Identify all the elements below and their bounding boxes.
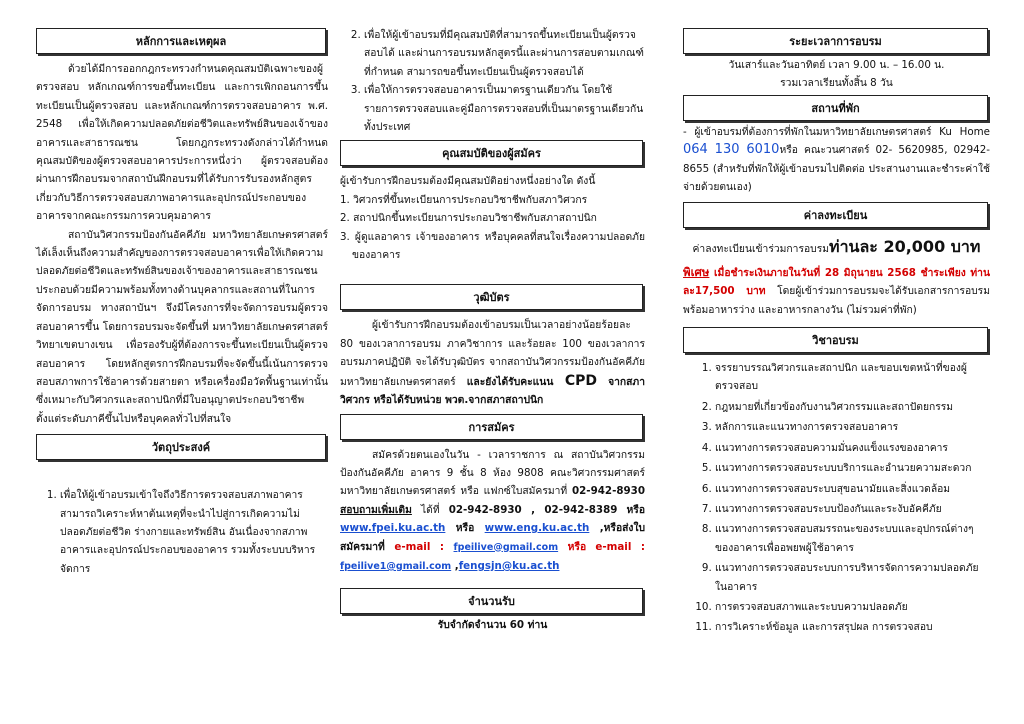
application-or-4: หรือ <box>558 540 587 553</box>
column-left <box>36 28 328 579</box>
email-link-3[interactable]: fengsjn@ku.ac.th <box>458 559 560 572</box>
application-header: การสมัคร <box>340 414 643 440</box>
qualification-3: 3. ผู้ดูแลอาคาร เจ้าของอาคาร หรือบุคคลที่สนใจเรื่องความปลอดภัยของอาคาร <box>340 230 645 262</box>
fee-special-paragraph <box>683 263 990 319</box>
website-link-fpei[interactable]: www.fpei.ku.ac.th <box>340 522 446 535</box>
qualifications-header: คุณสมบัติของผู้สมัคร <box>340 140 643 166</box>
certificate-cpd: CPD <box>564 372 597 389</box>
qualification-2: 2. สถาปนิกขึ้นทะเบียนการประกอบวิชาชีพกับสภาสถาปนิก <box>340 212 597 225</box>
objective-item-1: 1. เพื่อให้ผู้เข้าอบรมเข้าใจถึงวิธีการตรวจสอบสภาพอาคาร สามารถวิเคราะห์หาต้นเหตุที่จะนำไปสู่การเกิดความไม่ปลอดภัยต่อชีวิต ร่างกายและทรัพย์สิน อันเนื่องจากสภาพอาคารและอุปกรณ์ประกอบของอาคาร รวมทั้งระบบบริหารจัดการ <box>60 486 328 578</box>
email-separator: , <box>451 559 459 572</box>
certificate-text <box>340 316 645 409</box>
application-or-1: หรือ <box>626 503 646 516</box>
subject-item: 5. แนวทางการตรวจสอบระบบบริการและอำนวยความสะดวก <box>715 459 990 477</box>
objectives-list-part1 <box>36 486 328 578</box>
objective-item-2: 2. เพื่อให้ผู้เข้าอบรมที่มีคุณสมบัติที่สามารถขึ้นทะเบียนเป็นผู้ตรวจสอบได้ และผ่านการอบรมหลักสูตรนี้และผ่านการสอบตามเกณฑ์ที่กำหนด สามารถขอขึ้นทะเบียนเป็นผู้ตรวจสอบได้ <box>364 26 645 81</box>
principles-paragraph-2: สถาบันวิศวกรรมป้องกันอัคคีภัย มหาวิทยาลัยเกษตรศาสตร์ ได้เล็งเห็นถึงความสำคัญของการตรวจสอบอาคารเพื่อให้เกิดความปลอดภัยต่อชีวิตและทรัพย์สินของเจ้าของอาคารและสาธารณชน ประกอบด้วยมีความพร้อมทั้งทางด้านบุคลากรและสถานที่ในการจัดการอบรม ทางสถาบันฯ จึงมีโครงการที่จะจัดการอบรมผู้ตรวจสอบอาคารขึ้น โดยการอบรมจะจัดขึ้นที่ มหาวิทยาลัยเกษตรศาสตร์ วิทยาเขตบางเขน เพื่อรองรับผู้ที่ต้องการจะขึ้นทะเบียนเป็นผู้ตรวจสอบอาคาร โดยหลักสูตรการฝึกอบรมที่จะจัดขึ้นนี้เน้นการตรวจสอบสภาพการใช้อาคารด้วยสายตา หรือเครื่องมือวัดพื้นฐานเท่านั้น ซึ่งเหมาะกับวิศวกรและสถาปนิกที่มีใบอนุญาตประกอบวิชาชีพตั้งแต่ระดับภาคีขึ้นไปหรือบุคคลทั่วไปที่สนใจ <box>36 228 328 425</box>
fee-amount: ท่านละ 20,000 บาท <box>829 237 981 257</box>
application-body: สมัครด้วยตนเองในวัน - เวลาราชการ ณ สถาบันวิศวกรรมป้องกันอัคคีภัย อาคาร 9 ชั้น 8 ห้อง 9808 คณะวิศวกรรมศาสตร์ มหาวิทยาลัยเกษตรศาสตร์ หรือ แฟกซ์ใบสมัครมาที่ <box>340 448 645 498</box>
objectives-header: วัตถุประสงค์ <box>36 434 326 460</box>
application-or-2: หรือ <box>445 522 485 535</box>
lodging-text <box>683 123 990 197</box>
subject-item: 10. การตรวจสอบสภาพและระบบความปลอดภัย <box>715 598 990 616</box>
column-right <box>683 28 990 639</box>
fee-special-text: เมื่อชำระเงินภายในวันที่ 28 มิถุนายน 2568 ชำระเพียง ท่านละ17,500 บาท <box>683 266 990 298</box>
email-link-2[interactable]: fpeilive1@gmail.com <box>340 560 452 572</box>
certificate-header: วุฒิบัตร <box>340 284 643 310</box>
certificate-cpd-prefix: และยังได้รับคะแนน <box>466 375 565 388</box>
application-phone-pre: ได้ที่ <box>411 503 449 516</box>
qualification-1: 1. วิศวกรที่ขึ้นทะเบียนการประกอบวิชาชีพกับสภาวิศวกร <box>340 193 588 206</box>
lodging-pre: - ผู้เข้าอบรมที่ต้องการที่พักในมหาวิทยาลัยเกษตรศาสตร์ Ku Home <box>683 125 990 138</box>
email-label-1: e-mail : <box>394 540 454 553</box>
fee-pre: ค่าลงทะเบียนเข้าร่วมการอบรม <box>692 243 830 256</box>
application-or-3: ,หรือส่งใบสมัครมาที่ <box>340 522 646 553</box>
quota-header: จำนวนรับ <box>340 588 643 614</box>
lodging-header: สถานที่พัก <box>683 95 988 121</box>
objectives-list-part2 <box>340 26 645 136</box>
fee-includes: โดยผู้เข้าร่วมการอบรมจะได้รับเอกสารการอบรม พร้อมอาหารว่าง และอาหารกลางวัน (ไม่รวมค่าที่พัก) <box>683 285 990 316</box>
application-fax: 02-942-8930 <box>571 485 645 498</box>
subject-item: 11. การวิเคราะห์ข้อมูล และการสรุปผล การตรวจสอบ <box>715 618 990 636</box>
objective-item-3: 3. เพื่อให้การตรวจสอบอาคารเป็นมาตรฐานเดียวกัน โดยใช้รายการตรวจสอบและคู่มือการตรวจสอบที่เป็นมาตรฐานเดียวกันทั้งประเทศ <box>364 81 645 136</box>
subjects-header: วิชาอบรม <box>683 327 988 353</box>
lodging-post: หรือ คณะวนศาสตร์ 02- 5620985, 02942-8655 (สำหรับที่พักให้ผู้เข้าอบรมไปติดต่อ ประสานงานและชำระค่าใช้จ่ายด้วยตนเอง) <box>683 144 990 194</box>
fee-line <box>683 238 990 258</box>
period-line-2: รวมเวลาเรียนทั้งสิ้น 8 วัน <box>780 77 893 90</box>
email-link-1[interactable]: fpeilive@gmail.com <box>453 541 559 553</box>
subject-item: 9. แนวทางการตรวจสอบระบบการบริหารจัดการความปลอดภัยในอาคาร <box>715 559 990 596</box>
principles-paragraph-1: ด้วยได้มีการออกกฎกระทรวงกำหนดคุณสมบัติเฉพาะของผู้ตรวจสอบ หลักเกณฑ์การขอขึ้นทะเบียน และการเพิกถอนการขึ้นทะเบียนเป็นผู้ตรวจสอบ และหลักเกณฑ์การตรวจสอบอาคาร พ.ศ. 2548 เพื่อให้เกิดความปลอดภัยต่อชีวิตและทรัพย์สินของเจ้าของอาคารและสาธารณชน โดยกฎกระทรวงดังกล่าวได้กำหนดคุณสมบัติของผู้ตรวจสอบอาคารประการหนึ่งว่า ผู้ตรวจสอบต้องผ่านการฝึกอบรมจากสถาบันฝึกอบรมที่ได้รับการรับรองหลักสูตรเกี่ยวกับวิธีการตรวจสอบสภาพอาคารและอุปกรณ์ประกอบของอาคารจากคณะกรรมการควบคุมอาคาร <box>36 63 328 223</box>
website-link-eng[interactable]: www.eng.ku.ac.th <box>484 522 590 535</box>
period-header: ระยะเวลาการอบรม <box>683 28 988 54</box>
lodging-phone: 064 130 6010 <box>683 142 780 158</box>
subject-item: 7. แนวทางการตรวจสอบระบบป้องกันและระงับอัคคีภัย <box>715 500 990 518</box>
subject-item: 1. จรรยาบรรณวิศวกรและสถาปนิก และขอบเขตหน้าที่ของผู้ตรวจสอบ <box>715 359 990 396</box>
email-label-2: e-mail : <box>595 540 645 553</box>
application-text <box>340 446 645 577</box>
subject-item: 3. หลักการและแนวทางการตรวจสอบอาคาร <box>715 418 990 436</box>
subject-item: 6. แนวทางการตรวจสอบระบบสุขอนามัยและสิ่งแวดล้อม <box>715 480 990 498</box>
fee-special-label: พิเศษ <box>683 264 710 279</box>
quota-text: รับจำกัดจำนวน 60 ท่าน <box>437 619 548 632</box>
certificate-body: ผู้เข้ารับการฝึกอบรมต้องเข้าอบรมเป็นเวลาอย่างน้อยร้อยละ 80 ของเวลาการอบรม ภาควิชาการ และร้อยละ 100 ของเวลาการอบรมภาคปฏิบัติ จะได้รับวุฒิบัตร จากสถาบันวิศวกรรมป้องกันอัคคีภัย มหาวิทยาลัยเกษตรศาสตร์ <box>340 319 645 388</box>
application-more-link[interactable]: สอบถามเพิ่มเติม <box>340 503 412 516</box>
subject-item: 4. แนวทางการตรวจสอบความมั่นคงแข็งแรงของอาคาร <box>715 439 990 457</box>
column-middle <box>340 26 645 635</box>
application-phones: 02-942-8930 , 02-942-8389 <box>448 503 618 516</box>
subjects-list <box>683 359 990 637</box>
qualifications-intro: ผู้เข้ารับการฝึกอบรมต้องมีคุณสมบัติอย่างหนึ่งอย่างใด ดังนี้ <box>340 175 596 188</box>
period-line-1: วันเสาร์และวันอาทิตย์ เวลา 9.00 น. – 16.00 น. <box>728 59 945 71</box>
certificate-bold: จากสภาวิศวกร หรือได้รับหน่วย พวต.จากสภาสถาปนิก <box>340 375 645 407</box>
fee-header: ค่าลงทะเบียน <box>683 202 988 228</box>
subject-item: 8. แนวทางการตรวจสอบสมรรถนะของระบบและอุปกรณ์ต่างๆ ของอาคารเพื่ออพยพผู้ใช้อาคาร <box>715 520 990 557</box>
subject-item: 2. กฎหมายที่เกี่ยวข้องกับงานวิศวกรรมและสถาปัตยกรรม <box>715 398 990 416</box>
principles-header: หลักการและเหตุผล <box>36 28 326 54</box>
